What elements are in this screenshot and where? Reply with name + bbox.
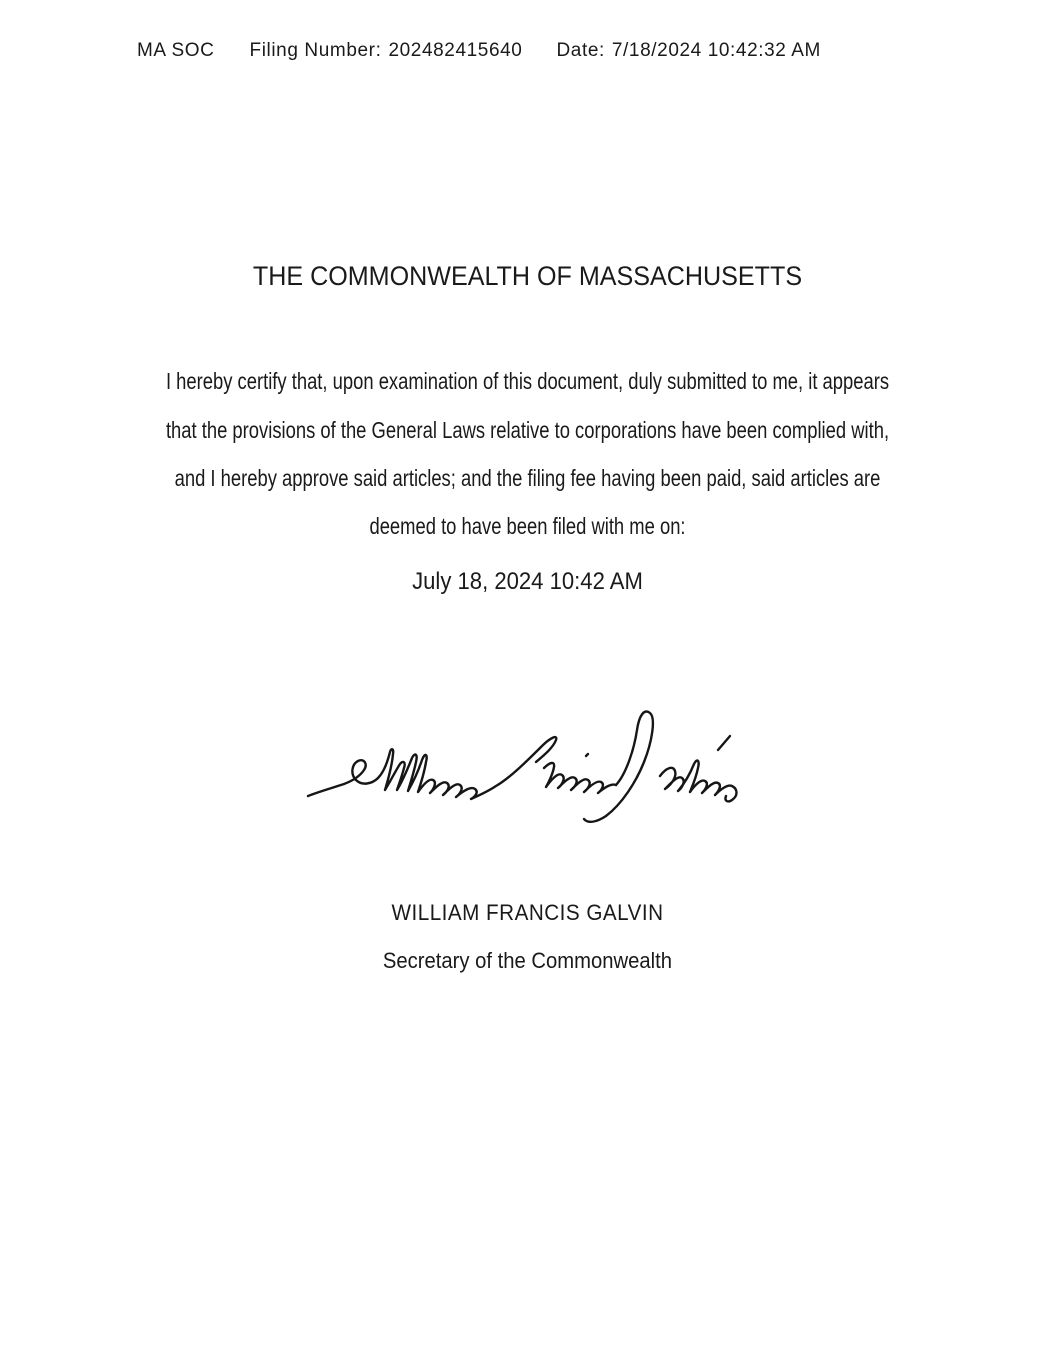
- filing-date-value: 7/18/2024 10:42:32 AM: [611, 40, 821, 61]
- signer-name: WILLIAM FRANCIS GALVIN: [391, 900, 664, 925]
- certification-line: I hereby certify that, upon examination of this document, duly submitted to me, it appears: [165, 368, 890, 394]
- filing-number-label: Filing Number:: [249, 40, 382, 61]
- signature-image: [300, 698, 770, 843]
- document-header: [137, 40, 821, 62]
- certification-line: deemed to have been filed with me on:: [369, 513, 686, 539]
- certification-line: that the provisions of the General Laws relative to corporations have been complied with,: [165, 417, 890, 443]
- filing-date-label: Date:: [556, 40, 605, 61]
- header-org: MA SOC: [137, 40, 215, 61]
- document-title: THE COMMONWEALTH OF MASSACHUSETTS: [252, 261, 803, 291]
- certification-line: and I hereby approve said articles; and the filing fee having been paid, said articles are: [174, 465, 881, 491]
- signature-area: [300, 698, 770, 843]
- signer-role: Secretary of the Commonwealth: [382, 948, 673, 973]
- filing-number-value: 202482415640: [388, 40, 523, 61]
- filed-date: July 18, 2024 10:42 AM: [412, 568, 643, 595]
